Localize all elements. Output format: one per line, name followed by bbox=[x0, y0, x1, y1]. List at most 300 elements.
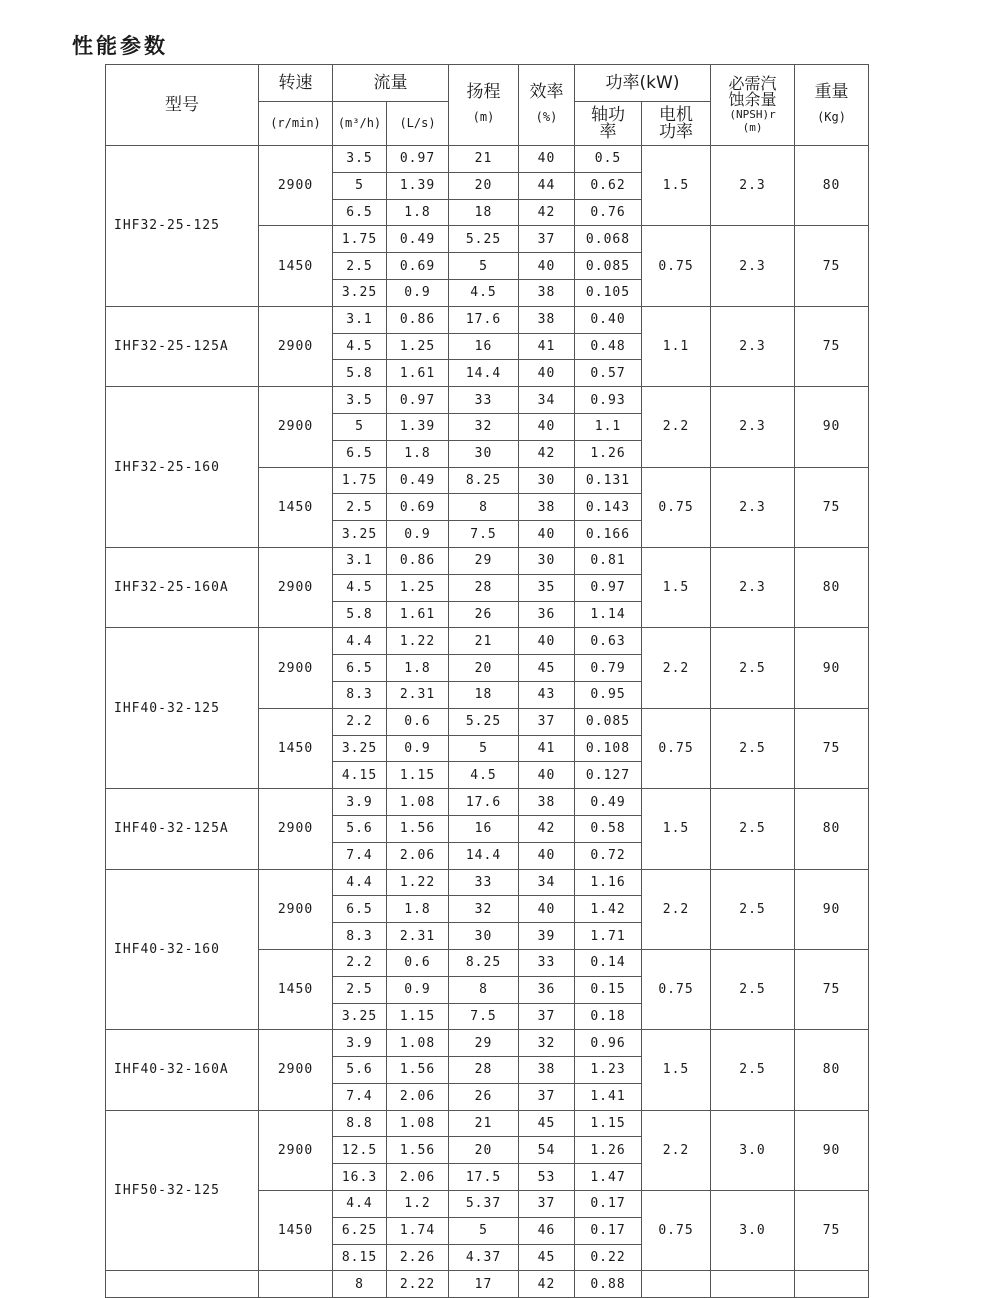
flow-m3h-cell: 4.5 bbox=[333, 333, 387, 360]
motor-power-cell: 1.5 bbox=[642, 1030, 711, 1110]
speed-cell: 2900 bbox=[259, 869, 333, 949]
shaft-power-cell: 1.23 bbox=[575, 1057, 642, 1084]
model-cell bbox=[106, 1271, 259, 1298]
model-cell: IHF32-25-160 bbox=[106, 387, 259, 548]
efficiency-cell: 37 bbox=[519, 1083, 575, 1110]
flow-m3h-cell: 2.5 bbox=[333, 976, 387, 1003]
efficiency-cell: 38 bbox=[519, 279, 575, 306]
header-power: 功率(kW) bbox=[575, 65, 711, 102]
efficiency-cell: 33 bbox=[519, 949, 575, 976]
efficiency-cell: 36 bbox=[519, 976, 575, 1003]
efficiency-cell: 37 bbox=[519, 226, 575, 253]
flow-ls-cell: 0.9 bbox=[387, 521, 449, 548]
flow-m3h-cell: 5 bbox=[333, 413, 387, 440]
head-cell: 20 bbox=[449, 655, 519, 682]
flow-m3h-cell: 2.5 bbox=[333, 253, 387, 280]
flow-ls-cell: 2.06 bbox=[387, 842, 449, 869]
weight-cell: 75 bbox=[795, 306, 869, 386]
head-cell: 17.6 bbox=[449, 306, 519, 333]
shaft-power-cell: 0.97 bbox=[575, 574, 642, 601]
shaft-power-cell: 0.143 bbox=[575, 494, 642, 521]
shaft-power-cell: 0.96 bbox=[575, 1030, 642, 1057]
flow-ls-cell: 0.6 bbox=[387, 708, 449, 735]
efficiency-cell: 44 bbox=[519, 172, 575, 199]
efficiency-cell: 40 bbox=[519, 413, 575, 440]
motor-power-cell: 0.75 bbox=[642, 708, 711, 788]
head-cell: 14.4 bbox=[449, 842, 519, 869]
flow-ls-cell: 1.25 bbox=[387, 574, 449, 601]
efficiency-cell: 40 bbox=[519, 360, 575, 387]
speed-cell: 1450 bbox=[259, 1191, 333, 1271]
motor-power-cell: 1.5 bbox=[642, 146, 711, 226]
efficiency-cell: 45 bbox=[519, 655, 575, 682]
npsh-cell: 2.3 bbox=[711, 306, 795, 386]
flow-m3h-cell: 7.4 bbox=[333, 842, 387, 869]
efficiency-cell: 41 bbox=[519, 735, 575, 762]
head-cell: 21 bbox=[449, 628, 519, 655]
flow-ls-cell: 1.39 bbox=[387, 413, 449, 440]
motor-power-cell: 2.2 bbox=[642, 628, 711, 708]
head-cell: 21 bbox=[449, 1110, 519, 1137]
flow-m3h-cell: 5.6 bbox=[333, 815, 387, 842]
speed-cell: 1450 bbox=[259, 949, 333, 1029]
efficiency-cell: 37 bbox=[519, 1191, 575, 1218]
shaft-power-cell: 0.15 bbox=[575, 976, 642, 1003]
weight-cell: 75 bbox=[795, 467, 869, 547]
shaft-power-cell: 0.18 bbox=[575, 1003, 642, 1030]
flow-m3h-cell: 6.25 bbox=[333, 1217, 387, 1244]
head-cell: 26 bbox=[449, 1083, 519, 1110]
flow-m3h-cell: 6.5 bbox=[333, 655, 387, 682]
flow-m3h-cell: 5.6 bbox=[333, 1057, 387, 1084]
head-cell: 5.37 bbox=[449, 1191, 519, 1218]
shaft-power-cell: 1.47 bbox=[575, 1164, 642, 1191]
flow-ls-cell: 0.9 bbox=[387, 976, 449, 1003]
efficiency-cell: 37 bbox=[519, 1003, 575, 1030]
head-cell: 5 bbox=[449, 253, 519, 280]
efficiency-cell: 45 bbox=[519, 1244, 575, 1271]
flow-ls-cell: 1.08 bbox=[387, 789, 449, 816]
speed-cell: 2900 bbox=[259, 789, 333, 869]
npsh-cell: 3.0 bbox=[711, 1191, 795, 1271]
model-cell: IHF40-32-125A bbox=[106, 789, 259, 869]
shaft-power-cell: 0.76 bbox=[575, 199, 642, 226]
model-cell: IHF32-25-125A bbox=[106, 306, 259, 386]
flow-m3h-cell: 8 bbox=[333, 1271, 387, 1298]
shaft-power-cell: 1.16 bbox=[575, 869, 642, 896]
flow-m3h-cell: 6.5 bbox=[333, 199, 387, 226]
flow-ls-cell: 0.69 bbox=[387, 253, 449, 280]
shaft-power-cell: 0.81 bbox=[575, 547, 642, 574]
head-cell: 26 bbox=[449, 601, 519, 628]
speed-cell bbox=[259, 1271, 333, 1298]
shaft-power-cell: 1.71 bbox=[575, 923, 642, 950]
flow-m3h-cell: 5 bbox=[333, 172, 387, 199]
motor-power-cell: 1.5 bbox=[642, 789, 711, 869]
head-cell: 16 bbox=[449, 815, 519, 842]
npsh-cell: 2.5 bbox=[711, 949, 795, 1029]
motor-power-cell: 2.2 bbox=[642, 869, 711, 949]
speed-cell: 2900 bbox=[259, 628, 333, 708]
shaft-power-cell: 0.88 bbox=[575, 1271, 642, 1298]
flow-m3h-cell: 4.5 bbox=[333, 574, 387, 601]
npsh-cell: 2.3 bbox=[711, 467, 795, 547]
flow-m3h-cell: 4.4 bbox=[333, 1191, 387, 1218]
head-cell: 14.4 bbox=[449, 360, 519, 387]
model-cell: IHF40-32-160A bbox=[106, 1030, 259, 1110]
head-cell: 30 bbox=[449, 440, 519, 467]
shaft-power-cell: 0.93 bbox=[575, 387, 642, 414]
shaft-power-cell: 1.42 bbox=[575, 896, 642, 923]
shaft-power-cell: 0.17 bbox=[575, 1191, 642, 1218]
efficiency-cell: 53 bbox=[519, 1164, 575, 1191]
header-npsh: 必需汽蚀余量 (NPSH)r (m) bbox=[711, 65, 795, 146]
weight-cell: 75 bbox=[795, 949, 869, 1029]
efficiency-cell: 36 bbox=[519, 601, 575, 628]
model-cell: IHF50-32-125 bbox=[106, 1110, 259, 1271]
flow-ls-cell: 0.6 bbox=[387, 949, 449, 976]
shaft-power-cell: 0.17 bbox=[575, 1217, 642, 1244]
shaft-power-cell: 1.1 bbox=[575, 413, 642, 440]
flow-m3h-cell: 4.15 bbox=[333, 762, 387, 789]
table-row bbox=[106, 1110, 869, 1137]
header-efficiency: 效率 (%) bbox=[519, 65, 575, 146]
weight-cell: 90 bbox=[795, 1110, 869, 1190]
head-cell: 5 bbox=[449, 735, 519, 762]
flow-ls-cell: 1.15 bbox=[387, 762, 449, 789]
speed-cell: 2900 bbox=[259, 387, 333, 467]
shaft-power-cell: 0.58 bbox=[575, 815, 642, 842]
efficiency-cell: 35 bbox=[519, 574, 575, 601]
weight-cell: 80 bbox=[795, 547, 869, 627]
flow-ls-cell: 1.8 bbox=[387, 199, 449, 226]
shaft-power-cell: 0.95 bbox=[575, 681, 642, 708]
efficiency-cell: 42 bbox=[519, 815, 575, 842]
head-cell: 5 bbox=[449, 1217, 519, 1244]
head-cell: 4.5 bbox=[449, 762, 519, 789]
npsh-cell: 2.5 bbox=[711, 708, 795, 788]
shaft-power-cell: 1.14 bbox=[575, 601, 642, 628]
head-cell: 21 bbox=[449, 146, 519, 173]
motor-power-cell: 0.75 bbox=[642, 226, 711, 306]
flow-m3h-cell: 8.8 bbox=[333, 1110, 387, 1137]
weight-cell: 80 bbox=[795, 146, 869, 226]
flow-m3h-cell: 3.9 bbox=[333, 1030, 387, 1057]
weight-cell: 80 bbox=[795, 789, 869, 869]
shaft-power-cell: 0.62 bbox=[575, 172, 642, 199]
flow-m3h-cell: 6.5 bbox=[333, 440, 387, 467]
weight-cell: 90 bbox=[795, 628, 869, 708]
shaft-power-cell: 0.127 bbox=[575, 762, 642, 789]
head-cell: 32 bbox=[449, 896, 519, 923]
flow-ls-cell: 1.25 bbox=[387, 333, 449, 360]
motor-power-cell bbox=[642, 1271, 711, 1298]
flow-m3h-cell: 8.3 bbox=[333, 923, 387, 950]
motor-power-cell: 0.75 bbox=[642, 1191, 711, 1271]
flow-ls-cell: 1.8 bbox=[387, 896, 449, 923]
npsh-cell: 2.5 bbox=[711, 869, 795, 949]
flow-m3h-cell: 8.15 bbox=[333, 1244, 387, 1271]
efficiency-cell: 38 bbox=[519, 1057, 575, 1084]
speed-cell: 2900 bbox=[259, 1030, 333, 1110]
model-cell: IHF40-32-125 bbox=[106, 628, 259, 789]
flow-ls-cell: 0.9 bbox=[387, 279, 449, 306]
weight-cell: 90 bbox=[795, 869, 869, 949]
flow-ls-cell: 1.61 bbox=[387, 360, 449, 387]
efficiency-cell: 30 bbox=[519, 547, 575, 574]
npsh-cell: 2.3 bbox=[711, 146, 795, 226]
head-cell: 20 bbox=[449, 1137, 519, 1164]
speed-cell: 1450 bbox=[259, 226, 333, 306]
motor-power-cell: 0.75 bbox=[642, 467, 711, 547]
header-weight: 重量 (Kg) bbox=[795, 65, 869, 146]
flow-ls-cell: 1.56 bbox=[387, 1137, 449, 1164]
flow-m3h-cell: 3.1 bbox=[333, 306, 387, 333]
flow-m3h-cell: 5.8 bbox=[333, 360, 387, 387]
flow-ls-cell: 1.56 bbox=[387, 1057, 449, 1084]
flow-m3h-cell: 4.4 bbox=[333, 628, 387, 655]
npsh-cell bbox=[711, 1271, 795, 1298]
head-cell: 7.5 bbox=[449, 1003, 519, 1030]
shaft-power-cell: 0.5 bbox=[575, 146, 642, 173]
head-cell: 18 bbox=[449, 681, 519, 708]
efficiency-cell: 46 bbox=[519, 1217, 575, 1244]
head-cell: 8.25 bbox=[449, 949, 519, 976]
header-flow-m3h: (m³/h) bbox=[333, 102, 387, 146]
shaft-power-cell: 0.63 bbox=[575, 628, 642, 655]
flow-m3h-cell: 3.25 bbox=[333, 735, 387, 762]
efficiency-cell: 45 bbox=[519, 1110, 575, 1137]
flow-ls-cell: 2.31 bbox=[387, 923, 449, 950]
head-cell: 8.25 bbox=[449, 467, 519, 494]
head-cell: 28 bbox=[449, 574, 519, 601]
efficiency-cell: 40 bbox=[519, 146, 575, 173]
head-cell: 28 bbox=[449, 1057, 519, 1084]
head-cell: 30 bbox=[449, 923, 519, 950]
flow-ls-cell: 2.26 bbox=[387, 1244, 449, 1271]
shaft-power-cell: 0.49 bbox=[575, 789, 642, 816]
flow-m3h-cell: 3.25 bbox=[333, 279, 387, 306]
efficiency-cell: 54 bbox=[519, 1137, 575, 1164]
npsh-cell: 2.5 bbox=[711, 628, 795, 708]
npsh-cell: 2.3 bbox=[711, 547, 795, 627]
weight-cell: 75 bbox=[795, 708, 869, 788]
model-cell: IHF32-25-125 bbox=[106, 146, 259, 307]
table-row bbox=[106, 869, 869, 896]
flow-ls-cell: 2.06 bbox=[387, 1164, 449, 1191]
head-cell: 32 bbox=[449, 413, 519, 440]
efficiency-cell: 38 bbox=[519, 494, 575, 521]
npsh-cell: 2.3 bbox=[711, 226, 795, 306]
weight-cell: 75 bbox=[795, 226, 869, 306]
flow-m3h-cell: 3.25 bbox=[333, 1003, 387, 1030]
header-flow-ls: (L/s) bbox=[387, 102, 449, 146]
shaft-power-cell: 0.22 bbox=[575, 1244, 642, 1271]
shaft-power-cell: 0.72 bbox=[575, 842, 642, 869]
shaft-power-cell: 0.085 bbox=[575, 708, 642, 735]
header-speed-unit: (r/min) bbox=[259, 102, 333, 146]
flow-m3h-cell: 3.9 bbox=[333, 789, 387, 816]
flow-ls-cell: 0.86 bbox=[387, 547, 449, 574]
shaft-power-cell: 0.131 bbox=[575, 467, 642, 494]
flow-ls-cell: 0.9 bbox=[387, 735, 449, 762]
flow-ls-cell: 2.31 bbox=[387, 681, 449, 708]
speed-cell: 1450 bbox=[259, 467, 333, 547]
head-cell: 17.6 bbox=[449, 789, 519, 816]
shaft-power-cell: 0.166 bbox=[575, 521, 642, 548]
flow-m3h-cell: 1.75 bbox=[333, 226, 387, 253]
efficiency-cell: 30 bbox=[519, 467, 575, 494]
header-model: 型号 bbox=[106, 65, 259, 146]
weight-cell: 90 bbox=[795, 387, 869, 467]
efficiency-cell: 40 bbox=[519, 253, 575, 280]
head-cell: 4.5 bbox=[449, 279, 519, 306]
flow-m3h-cell: 1.75 bbox=[333, 467, 387, 494]
efficiency-cell: 40 bbox=[519, 628, 575, 655]
shaft-power-cell: 1.26 bbox=[575, 440, 642, 467]
flow-m3h-cell: 3.1 bbox=[333, 547, 387, 574]
flow-m3h-cell: 16.3 bbox=[333, 1164, 387, 1191]
flow-ls-cell: 1.15 bbox=[387, 1003, 449, 1030]
table-row bbox=[106, 547, 869, 574]
npsh-cell: 2.5 bbox=[711, 1030, 795, 1110]
table-row bbox=[106, 628, 869, 655]
flow-ls-cell: 0.49 bbox=[387, 467, 449, 494]
shaft-power-cell: 1.15 bbox=[575, 1110, 642, 1137]
flow-m3h-cell: 3.25 bbox=[333, 521, 387, 548]
efficiency-cell: 41 bbox=[519, 333, 575, 360]
shaft-power-cell: 0.108 bbox=[575, 735, 642, 762]
weight-cell: 80 bbox=[795, 1030, 869, 1110]
flow-ls-cell: 1.08 bbox=[387, 1030, 449, 1057]
efficiency-cell: 40 bbox=[519, 521, 575, 548]
motor-power-cell: 1.5 bbox=[642, 547, 711, 627]
head-cell: 5.25 bbox=[449, 708, 519, 735]
flow-ls-cell: 0.97 bbox=[387, 387, 449, 414]
performance-table bbox=[105, 64, 869, 1298]
head-cell: 4.37 bbox=[449, 1244, 519, 1271]
flow-m3h-cell: 7.4 bbox=[333, 1083, 387, 1110]
table-row bbox=[106, 387, 869, 414]
npsh-cell: 2.3 bbox=[711, 387, 795, 467]
header-speed: 转速 bbox=[259, 65, 333, 102]
flow-ls-cell: 1.8 bbox=[387, 655, 449, 682]
model-cell: IHF32-25-160A bbox=[106, 547, 259, 627]
efficiency-cell: 42 bbox=[519, 199, 575, 226]
efficiency-cell: 40 bbox=[519, 842, 575, 869]
head-cell: 7.5 bbox=[449, 521, 519, 548]
efficiency-cell: 39 bbox=[519, 923, 575, 950]
model-cell: IHF40-32-160 bbox=[106, 869, 259, 1030]
speed-cell: 2900 bbox=[259, 547, 333, 627]
motor-power-cell: 2.2 bbox=[642, 1110, 711, 1190]
flow-ls-cell: 1.74 bbox=[387, 1217, 449, 1244]
table-row bbox=[106, 789, 869, 816]
header-motor-power: 电机功率 bbox=[642, 102, 711, 146]
flow-m3h-cell: 5.8 bbox=[333, 601, 387, 628]
efficiency-cell: 34 bbox=[519, 869, 575, 896]
efficiency-cell: 38 bbox=[519, 306, 575, 333]
flow-ls-cell: 0.69 bbox=[387, 494, 449, 521]
head-cell: 29 bbox=[449, 1030, 519, 1057]
speed-cell: 2900 bbox=[259, 306, 333, 386]
header-shaft-power: 轴功率 bbox=[575, 102, 642, 146]
efficiency-cell: 32 bbox=[519, 1030, 575, 1057]
shaft-power-cell: 1.26 bbox=[575, 1137, 642, 1164]
efficiency-cell: 34 bbox=[519, 387, 575, 414]
header-flow: 流量 bbox=[333, 65, 449, 102]
head-cell: 8 bbox=[449, 494, 519, 521]
flow-ls-cell: 0.49 bbox=[387, 226, 449, 253]
shaft-power-cell: 0.48 bbox=[575, 333, 642, 360]
head-cell: 33 bbox=[449, 387, 519, 414]
flow-ls-cell: 2.22 bbox=[387, 1271, 449, 1298]
flow-m3h-cell: 3.5 bbox=[333, 146, 387, 173]
shaft-power-cell: 0.40 bbox=[575, 306, 642, 333]
head-cell: 33 bbox=[449, 869, 519, 896]
head-cell: 29 bbox=[449, 547, 519, 574]
flow-m3h-cell: 4.4 bbox=[333, 869, 387, 896]
weight-cell: 75 bbox=[795, 1191, 869, 1271]
head-cell: 8 bbox=[449, 976, 519, 1003]
flow-ls-cell: 0.97 bbox=[387, 146, 449, 173]
motor-power-cell: 2.2 bbox=[642, 387, 711, 467]
flow-ls-cell: 1.22 bbox=[387, 869, 449, 896]
motor-power-cell: 0.75 bbox=[642, 949, 711, 1029]
flow-ls-cell: 1.22 bbox=[387, 628, 449, 655]
page-title: 性能参数 bbox=[72, 34, 168, 58]
head-cell: 5.25 bbox=[449, 226, 519, 253]
flow-m3h-cell: 3.5 bbox=[333, 387, 387, 414]
flow-m3h-cell: 8.3 bbox=[333, 681, 387, 708]
flow-ls-cell: 1.2 bbox=[387, 1191, 449, 1218]
header-head: 扬程 (m) bbox=[449, 65, 519, 146]
flow-m3h-cell: 12.5 bbox=[333, 1137, 387, 1164]
flow-ls-cell: 2.06 bbox=[387, 1083, 449, 1110]
efficiency-cell: 40 bbox=[519, 896, 575, 923]
flow-ls-cell: 0.86 bbox=[387, 306, 449, 333]
efficiency-cell: 42 bbox=[519, 1271, 575, 1298]
flow-m3h-cell: 6.5 bbox=[333, 896, 387, 923]
shaft-power-cell: 0.085 bbox=[575, 253, 642, 280]
efficiency-cell: 42 bbox=[519, 440, 575, 467]
flow-ls-cell: 1.39 bbox=[387, 172, 449, 199]
head-cell: 20 bbox=[449, 172, 519, 199]
npsh-cell: 3.0 bbox=[711, 1110, 795, 1190]
head-cell: 17 bbox=[449, 1271, 519, 1298]
efficiency-cell: 38 bbox=[519, 789, 575, 816]
flow-ls-cell: 1.8 bbox=[387, 440, 449, 467]
table-row bbox=[106, 1271, 869, 1298]
shaft-power-cell: 0.14 bbox=[575, 949, 642, 976]
table-row bbox=[106, 1030, 869, 1057]
npsh-cell: 2.5 bbox=[711, 789, 795, 869]
flow-ls-cell: 1.56 bbox=[387, 815, 449, 842]
flow-m3h-cell: 2.2 bbox=[333, 708, 387, 735]
head-cell: 18 bbox=[449, 199, 519, 226]
flow-ls-cell: 1.08 bbox=[387, 1110, 449, 1137]
shaft-power-cell: 1.41 bbox=[575, 1083, 642, 1110]
shaft-power-cell: 0.57 bbox=[575, 360, 642, 387]
speed-cell: 1450 bbox=[259, 708, 333, 788]
efficiency-cell: 40 bbox=[519, 762, 575, 789]
flow-ls-cell: 1.61 bbox=[387, 601, 449, 628]
weight-cell bbox=[795, 1271, 869, 1298]
head-cell: 17.5 bbox=[449, 1164, 519, 1191]
efficiency-cell: 37 bbox=[519, 708, 575, 735]
shaft-power-cell: 0.79 bbox=[575, 655, 642, 682]
table-row bbox=[106, 306, 869, 333]
